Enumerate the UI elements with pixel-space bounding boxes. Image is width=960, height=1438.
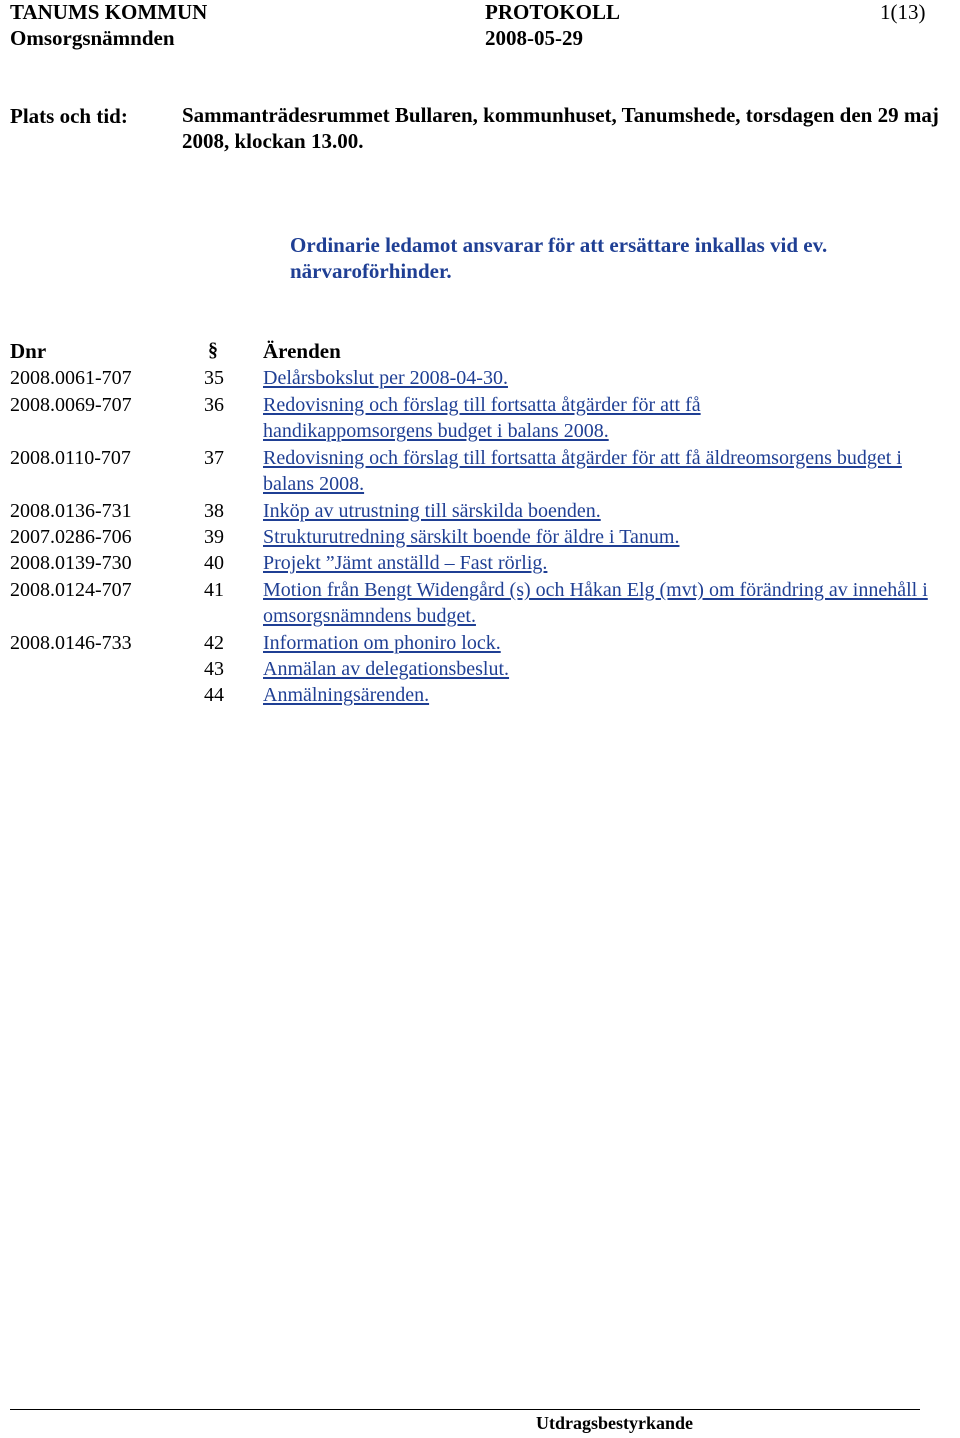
org-name: TANUMS KOMMUN	[10, 0, 208, 24]
agenda-section-number: 41	[204, 579, 224, 601]
agenda-dnr: 2008.0069-707	[10, 394, 132, 416]
meeting-date: 2008-05-29	[485, 26, 583, 50]
agenda-item-link[interactable]: Delårsbokslut per 2008-04-30.	[263, 367, 508, 389]
agenda-section-number: 38	[204, 500, 224, 522]
section-symbol-icon: §	[208, 339, 218, 361]
agenda-item-link[interactable]: Strukturutredning särskilt boende för äldre i Tanum.	[263, 526, 680, 548]
agenda-section-number: 35	[204, 367, 224, 389]
agenda-dnr: 2008.0110-707	[10, 447, 131, 469]
page-number: 1(13)	[880, 0, 926, 24]
committee-name: Omsorgsnämnden	[10, 26, 175, 50]
place-time-text: Sammanträdesrummet Bullaren, kommunhuset, Tanumshede, torsdagen den 29 maj 2008, klockan 13.00.	[182, 103, 939, 153]
agenda-item-link[interactable]: Inköp av utrustning till särskilda boenden.	[263, 500, 601, 522]
agenda-section-number: 37	[204, 447, 224, 469]
agenda-item-link[interactable]: Anmälningsärenden.	[263, 684, 430, 706]
attendance-note: Ordinarie ledamot ansvarar för att ersättare inkallas vid ev. närvaroförhinder.	[290, 233, 828, 283]
agenda-dnr: 2008.0139-730	[10, 552, 132, 574]
document-type: PROTOKOLL	[485, 0, 620, 24]
agenda-dnr: 2007.0286-706	[10, 526, 132, 548]
agenda-item-link[interactable]: Redovisning och förslag till fortsatta åtgärder för att få handikappomsorgens budget i balans 2008.	[263, 394, 701, 442]
agenda-section-number: 39	[204, 526, 224, 548]
agenda-dnr: 2008.0136-731	[10, 500, 132, 522]
agenda-item-link[interactable]: Anmälan av delegationsbeslut.	[263, 658, 510, 680]
agenda-section-number: 40	[204, 552, 224, 574]
agenda-item-link[interactable]: Projekt ”Jämt anställd – Fast rörlig.	[263, 552, 548, 574]
agenda-item-link[interactable]: Redovisning och förslag till fortsatta åtgärder för att få äldreomsorgens budget i balans 2008.	[263, 447, 902, 495]
agenda-dnr: 2008.0124-707	[10, 579, 132, 601]
agenda-dnr: 2008.0146-733	[10, 632, 132, 654]
agenda-section-number: 36	[204, 394, 224, 416]
agenda-section-number: 42	[204, 632, 224, 654]
certification-label: Utdragsbestyrkande	[536, 1413, 694, 1433]
dnr-column-header: Dnr	[10, 339, 47, 363]
agenda-item-link[interactable]: Information om phoniro lock.	[263, 632, 501, 654]
agenda-dnr: 2008.0061-707	[10, 367, 132, 389]
signature-line	[10, 1409, 920, 1410]
items-column-header: Ärenden	[263, 339, 341, 363]
agenda-item-link[interactable]: Motion från Bengt Widengård (s) och Håkan Elg (mvt) om förändring av innehåll i omsorgsnämndens budget.	[263, 579, 928, 627]
place-time-label: Plats och tid:	[10, 104, 128, 128]
agenda-section-number: 43	[204, 658, 224, 680]
agenda-section-number: 44	[204, 684, 224, 706]
